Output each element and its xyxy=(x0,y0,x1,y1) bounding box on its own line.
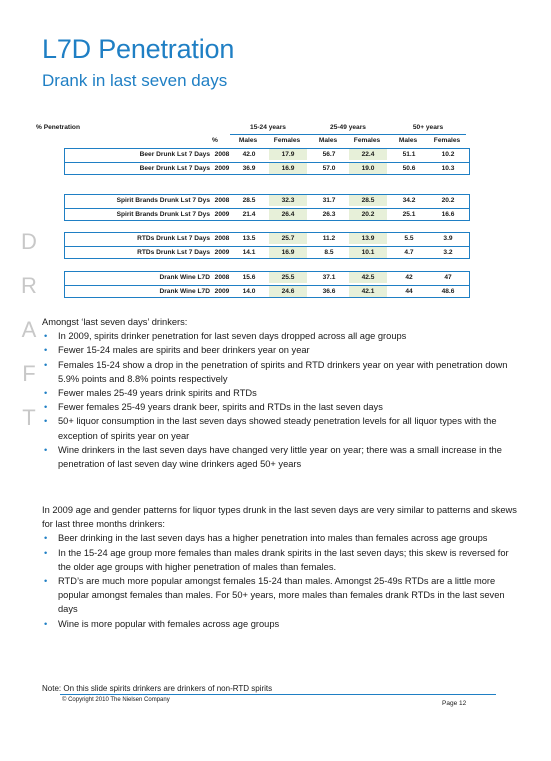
table-cell: 28.5 xyxy=(242,197,256,204)
table-cell: 22.4 xyxy=(349,149,387,160)
bullet-item: • Fewer 15-24 males are spirits and beer drinkers year on year xyxy=(42,343,520,357)
table-cell: 20.2 xyxy=(441,197,455,204)
column-header: Females xyxy=(433,137,461,144)
row-year: 2008 xyxy=(214,197,230,204)
table-cell: 10.1 xyxy=(349,247,387,258)
bullet-item: • Wine is more popular with females across age groups xyxy=(42,617,520,631)
page-subtitle: Drank in last seven days xyxy=(42,71,228,90)
table-cell: 51.1 xyxy=(402,151,416,158)
column-header: Males xyxy=(238,137,258,144)
table-row xyxy=(65,149,469,160)
table-cell: 10.3 xyxy=(441,165,455,172)
table-cell: 36.9 xyxy=(242,165,256,172)
table-cell: 14.0 xyxy=(242,288,256,295)
row-label: RTDs Drunk Lst 7 Days xyxy=(137,235,210,242)
table-cell: 32.3 xyxy=(269,195,307,206)
table-cell: 24.6 xyxy=(269,286,307,297)
bullet-item: • RTD’s are much more popular amongst females 15-24 than males. Amongst 25-49s RTDs are a little more popular amongst females than males. For 50+ years, more males than females drank RTDs in the last seven days xyxy=(42,574,520,617)
bullet-item: • In the 15-24 age group more females than males drank spirits in the last seven days; this skew is reversed for the older age groups with higher penetration of males than females. xyxy=(42,546,520,574)
row-year: 2008 xyxy=(214,151,230,158)
table-cell: 42.1 xyxy=(349,286,387,297)
bullet-item: • In 2009, spirits drinker penetration for last seven days dropped across all age groups xyxy=(42,329,520,343)
table-cell: 50.6 xyxy=(402,165,416,172)
row-label: Beer Drunk Lst 7 Days xyxy=(139,151,210,158)
row-label: Drank Wine L7D xyxy=(159,274,210,281)
table-cell: 25.5 xyxy=(269,272,307,283)
row-label: Drank Wine L7D xyxy=(159,288,210,295)
row-label: Spirit Brands Drunk Lst 7 Dys xyxy=(116,197,210,204)
table-cell: 17.9 xyxy=(269,149,307,160)
table-cell: 3.2 xyxy=(443,249,453,256)
table-cell: 8.5 xyxy=(324,249,334,256)
row-label: Beer Drunk Lst 7 Days xyxy=(139,165,210,172)
section-intro: Amongst ‘last seven days’ drinkers: xyxy=(42,317,188,327)
bullet-item: • Beer drinking in the last seven days has a higher penetration into males than females across age groups xyxy=(42,531,520,545)
row-year: 2008 xyxy=(214,274,230,281)
table-block xyxy=(64,232,470,259)
table-cell: 25.7 xyxy=(269,233,307,244)
column-header: Females xyxy=(273,137,301,144)
table-cell: 14.1 xyxy=(242,249,256,256)
table-cell: 42.0 xyxy=(242,151,256,158)
watermark-letter: A xyxy=(21,317,37,342)
table-cell: 4.7 xyxy=(404,249,414,256)
row-year: 2009 xyxy=(214,249,230,256)
column-header: Males xyxy=(398,137,418,144)
table-cell: 15.6 xyxy=(242,274,256,281)
table-block xyxy=(64,271,470,298)
copyright-text: © Copyright 2010 The Nielsen Company xyxy=(62,697,170,703)
table-corner-label: % Penetration xyxy=(36,124,80,131)
table-cell: 13.5 xyxy=(242,235,256,242)
section-intro: In 2009 age and gender patterns for liquor types drunk in the last seven days are very similar to patterns and skews for last three months drinkers: xyxy=(42,505,517,530)
table-cell: 16.6 xyxy=(441,211,455,218)
row-year: 2008 xyxy=(214,235,230,242)
column-header: Males xyxy=(318,137,338,144)
table-row xyxy=(65,246,469,258)
table-block xyxy=(64,148,470,175)
table-cell: 10.2 xyxy=(441,151,455,158)
table-cell: 21.4 xyxy=(242,211,256,218)
table-cell: 26.3 xyxy=(322,211,336,218)
table-pct-label: % xyxy=(212,137,218,144)
table-row xyxy=(65,208,469,220)
bullet-item: • Fewer males 25-49 years drink spirits and RTDs xyxy=(42,386,520,400)
table-cell: 42.5 xyxy=(349,272,387,283)
row-label: Spirit Brands Drunk Lst 7 Dys xyxy=(116,211,210,218)
page-number: Page 12 xyxy=(442,700,467,707)
watermark-letter: F xyxy=(22,361,36,386)
row-year: 2009 xyxy=(214,288,230,295)
header-divider xyxy=(230,134,466,135)
row-year: 2009 xyxy=(214,165,230,172)
bullet-item: • Females 15-24 show a drop in the penetration of spirits and RTD drinkers year on year with penetration down 5.9% points and 8.8% points respectively xyxy=(42,358,520,386)
footer-divider xyxy=(60,694,496,695)
column-header: Females xyxy=(353,137,381,144)
footnote: Note: On this slide spirits drinkers are drinkers of non-RTD spirits xyxy=(42,684,273,693)
table-cell: 26.4 xyxy=(269,209,307,220)
table-cell: 16.9 xyxy=(269,247,307,258)
table-cell: 31.7 xyxy=(322,197,336,204)
table-row xyxy=(65,195,469,206)
table-cell: 16.9 xyxy=(269,163,307,174)
table-row xyxy=(65,272,469,283)
table-cell: 25.1 xyxy=(402,211,416,218)
table-cell: 28.5 xyxy=(349,195,387,206)
group-header: 50+ years xyxy=(412,124,444,131)
table-cell: 11.2 xyxy=(322,235,336,242)
bullet-item: • 50+ liquor consumption in the last seven days showed steady penetration levels for all liquor types with the exception of spirits year on year xyxy=(42,414,520,442)
table-row xyxy=(65,162,469,174)
table-row xyxy=(65,233,469,244)
table-cell: 57.0 xyxy=(322,165,336,172)
row-label: RTDs Drunk Lst 7 Days xyxy=(137,249,210,256)
table-cell: 3.9 xyxy=(443,235,453,242)
table-cell: 5.5 xyxy=(404,235,414,242)
summary-section-1 xyxy=(42,315,520,471)
table-cell: 36.6 xyxy=(322,288,336,295)
summary-section-2 xyxy=(42,503,520,631)
table-cell: 44 xyxy=(405,288,413,295)
table-cell: 47 xyxy=(444,274,452,281)
table-cell: 34.2 xyxy=(402,197,416,204)
table-cell: 13.9 xyxy=(349,233,387,244)
table-cell: 42 xyxy=(405,274,413,281)
watermark-letter: D xyxy=(21,229,37,254)
table-block xyxy=(64,194,470,221)
table-cell: 48.6 xyxy=(441,288,455,295)
page-title: L7D Penetration xyxy=(42,34,235,64)
group-header: 15-24 years xyxy=(250,124,286,131)
watermark-letter: T xyxy=(22,405,36,430)
row-year: 2009 xyxy=(214,211,230,218)
table-cell: 37.1 xyxy=(322,274,336,281)
table-row xyxy=(65,285,469,297)
table-cell: 19.0 xyxy=(349,163,387,174)
table-cell: 56.7 xyxy=(322,151,336,158)
group-header: 25-49 years xyxy=(330,124,366,131)
draft-watermark xyxy=(14,220,44,510)
bullet-item: • Wine drinkers in the last seven days have changed very little year on year; there was a small increase in the penetration of last seven day wine drinkers aged 50+ years xyxy=(42,443,520,471)
table-cell: 20.2 xyxy=(349,209,387,220)
watermark-letter: R xyxy=(21,273,37,298)
bullet-item: • Fewer females 25-49 years drank beer, spirits and RTDs in the last seven days xyxy=(42,400,520,414)
